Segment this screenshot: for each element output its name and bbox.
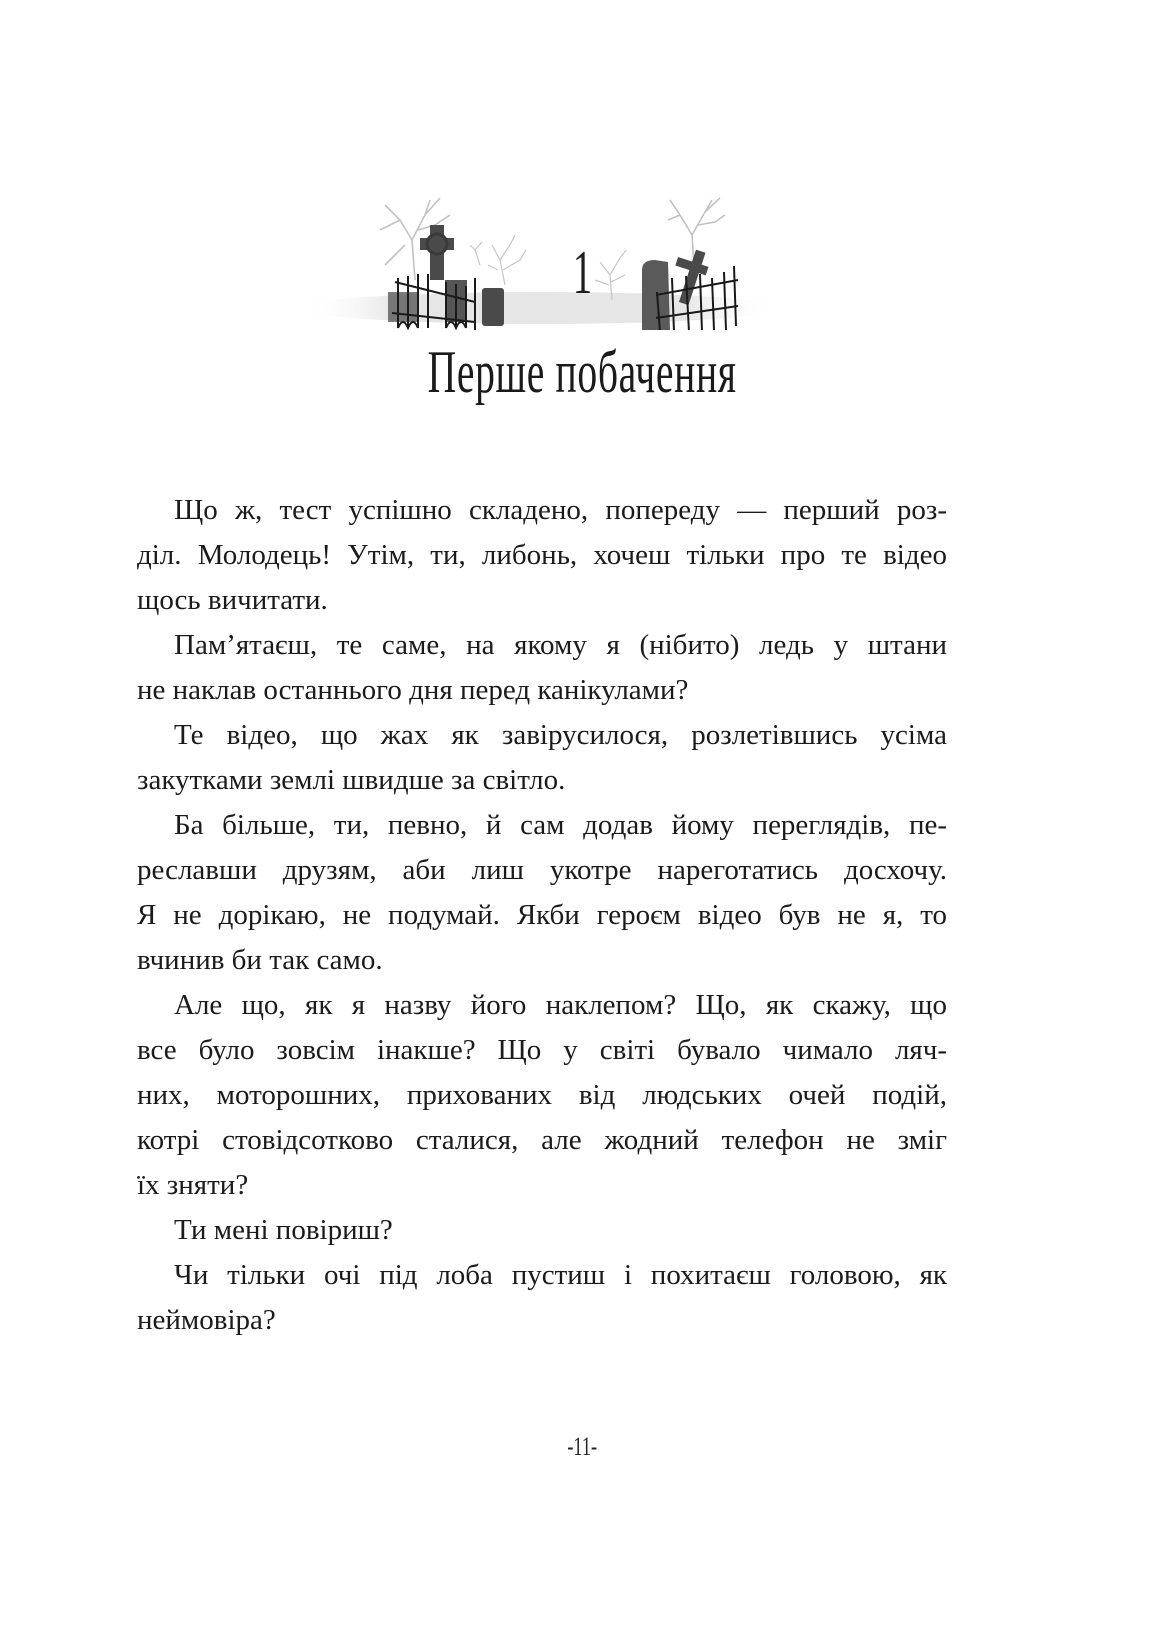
chapter-title [0,339,1165,405]
text-line: діл. Молодець! Утім, ти, либонь, хочеш тільки про те відео [137,539,947,571]
text-line: все було зовсім інакше? Що у світі бувало чимало ляч- [137,1034,947,1066]
text-line: не наклав останнього дня перед канікулами? [137,674,689,706]
text-line: Ба більше, ти, певно, й сам додав йому переглядів, пе- [174,809,947,841]
page-number-text: -11- [567,1432,598,1461]
text-line: вчинив би так само. [137,944,383,976]
page-number [0,1432,1165,1462]
text-line: Чи тільки очі під лоба пустиш і похитаєш головою, як [174,1259,947,1291]
text-line: закутками землі швидше за світло. [137,764,566,796]
text-line: Пам’ятаєш, те саме, на якому я (нібито) ледь у штани [174,629,947,661]
text-line: Але що, як я назву його наклепом? Що, як скажу, що [174,989,947,1021]
text-line: щось вичитати. [137,584,328,616]
text-line: котрі стовідсотково сталися, але жодний телефон не зміг [137,1124,947,1156]
text-line: Я не дорікаю, не подумай. Якби героєм відео був не я, то [137,899,947,931]
text-line: Що ж, тест успішно складено, попереду — перший роз- [174,494,947,526]
text-line: неймовіра? [137,1304,276,1336]
text-line: Те відео, що жах як завірусилося, розлетівшись усіма [174,719,947,751]
text-line: їх зняти? [137,1169,249,1201]
chapter-number: 1 [572,239,593,307]
text-line: Ти мені повіриш? [174,1214,393,1246]
text-line: них, моторошних, прихованих від людських очей подій, [137,1079,947,1111]
chapter-title-text: Перше побачення [427,339,738,405]
chapter-body [137,488,947,1343]
text-line: реславши друзям, аби лиш укотре нареготатись досхочу. [137,854,947,886]
